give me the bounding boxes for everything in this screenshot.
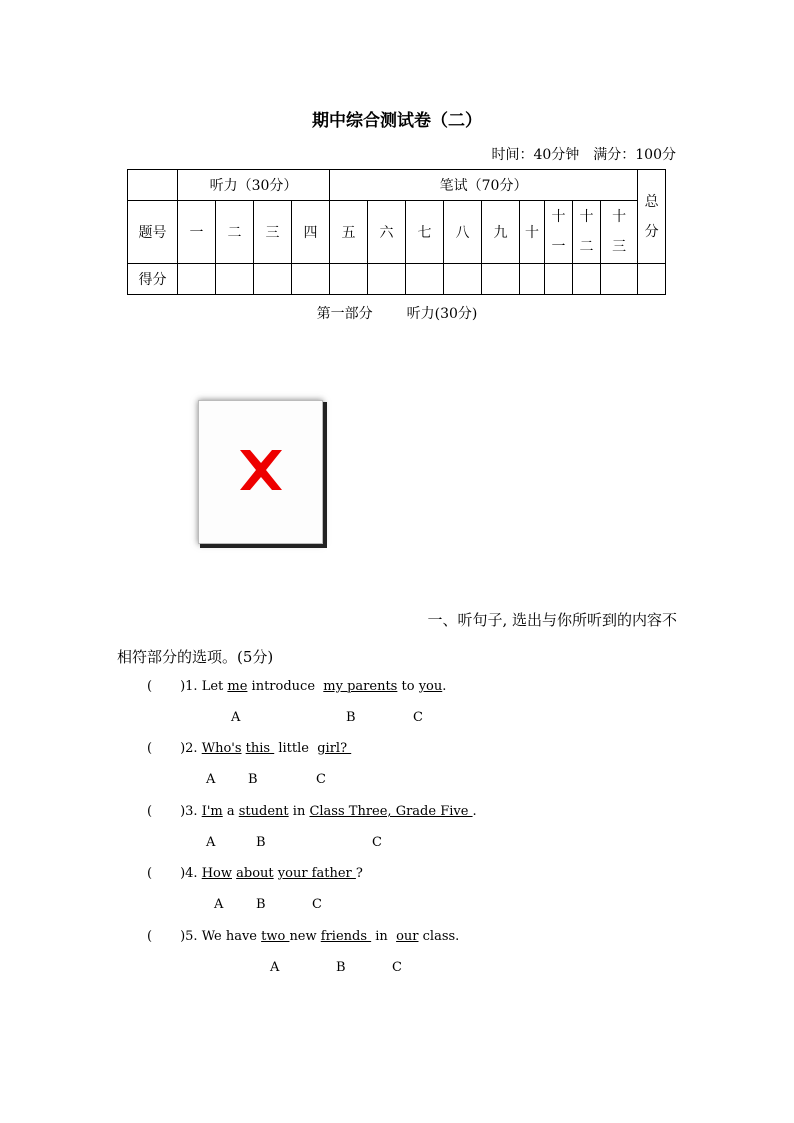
underlined-segment: this <box>245 741 275 756</box>
underlined-segment: our <box>396 929 419 944</box>
question-number-stacked <box>601 201 638 264</box>
option-label: A <box>270 960 280 975</box>
sentence-text: class. <box>418 929 460 944</box>
score-table <box>127 169 666 295</box>
option-label: C <box>316 772 326 787</box>
question-item <box>147 929 459 944</box>
option-label: B <box>346 710 356 725</box>
option-label: A <box>206 772 216 787</box>
question-number: 十 <box>520 201 545 264</box>
answer-paren-open[interactable]: ( <box>147 679 153 694</box>
option-label: C <box>413 710 423 725</box>
underlined-segment: your father <box>277 866 356 881</box>
score-cell[interactable] <box>638 264 666 295</box>
score-cell[interactable] <box>292 264 330 295</box>
score-cell[interactable] <box>545 264 573 295</box>
underlined-segment: two <box>261 929 290 944</box>
underlined-segment: Who's <box>201 741 242 756</box>
sentence-text: in <box>288 804 310 819</box>
option-label: A <box>231 710 241 725</box>
option-label: C <box>312 897 322 912</box>
row-label-score: 得分 <box>128 264 178 295</box>
exam-info: 时间：40分钟 满分：100分 <box>491 147 676 163</box>
score-cell[interactable] <box>216 264 254 295</box>
stack-top: 十 <box>612 209 627 225</box>
underlined-segment: student <box>238 804 289 819</box>
underlined-segment: friends <box>320 929 372 944</box>
question-number: )2. <box>180 741 198 756</box>
option-label: B <box>336 960 346 975</box>
question-item <box>147 804 477 819</box>
question-number: )5. <box>180 929 198 944</box>
stack-top: 十 <box>551 209 566 225</box>
sentence-text: new <box>289 929 321 944</box>
score-cell[interactable] <box>444 264 482 295</box>
total-header-top: 总 <box>644 193 659 210</box>
sentence-text: in <box>371 929 397 944</box>
total-header-bottom: 分 <box>644 223 659 240</box>
question-item <box>147 679 446 694</box>
broken-image-icon <box>234 446 288 494</box>
row-label-number: 题号 <box>128 201 178 264</box>
question-number: )3. <box>180 804 198 819</box>
score-cell[interactable] <box>601 264 638 295</box>
option-label: A <box>206 835 216 850</box>
score-cell[interactable] <box>573 264 601 295</box>
question-number: 二 <box>216 201 254 264</box>
underlined-segment: about <box>236 866 274 881</box>
stack-top: 十 <box>579 209 594 225</box>
sentence-text: to <box>397 679 419 694</box>
question-number: )4. <box>180 866 198 881</box>
question-number: 六 <box>368 201 406 264</box>
question-number: 四 <box>292 201 330 264</box>
answer-paren-open[interactable]: ( <box>147 929 153 944</box>
sentence-text: . <box>442 679 447 694</box>
score-cell[interactable] <box>482 264 520 295</box>
stack-bottom: 三 <box>612 239 627 255</box>
stack-bottom: 二 <box>579 239 594 255</box>
underlined-segment: my parents <box>323 679 398 694</box>
question-number: 一 <box>178 201 216 264</box>
option-label: B <box>256 835 266 850</box>
score-cell[interactable] <box>406 264 444 295</box>
question-number: 九 <box>482 201 520 264</box>
question-number: )1. <box>180 679 198 694</box>
page-title: 期中综合测试卷（二） <box>312 111 482 131</box>
score-cell[interactable] <box>520 264 545 295</box>
part-name: 听力(30分) <box>406 306 478 322</box>
score-cell[interactable] <box>254 264 292 295</box>
question-number-stacked <box>573 201 601 264</box>
score-cell[interactable] <box>178 264 216 295</box>
part-label: 第一部分 <box>316 306 373 322</box>
sentence-text: Let <box>201 679 228 694</box>
sentence-text: ? <box>355 866 363 881</box>
sentence-text: introduce <box>247 679 324 694</box>
underlined-segment: girl? <box>317 741 352 756</box>
underlined-segment: Class Three, Grade Five <box>309 804 473 819</box>
option-label: B <box>256 897 266 912</box>
underlined-segment: I'm <box>201 804 223 819</box>
question-number-stacked <box>545 201 573 264</box>
underlined-segment: you <box>418 679 443 694</box>
broken-image-placeholder <box>198 400 323 544</box>
stack-bottom: 一 <box>551 239 566 255</box>
question-number: 三 <box>254 201 292 264</box>
option-label: C <box>372 835 382 850</box>
section-instruction-line2: 相符部分的选项。(5分) <box>117 648 274 666</box>
sentence-text: a <box>222 804 239 819</box>
writing-header: 笔试（70分） <box>330 170 638 201</box>
sentence-text: . <box>472 804 477 819</box>
listening-header: 听力（30分） <box>178 170 330 201</box>
option-label: A <box>214 897 224 912</box>
section-instruction-line1: 一、听句子, 选出与你所听到的内容不 <box>427 611 677 629</box>
answer-paren-open[interactable]: ( <box>147 866 153 881</box>
total-header <box>638 170 666 264</box>
underlined-segment: me <box>227 679 248 694</box>
answer-paren-open[interactable]: ( <box>147 741 153 756</box>
score-cell[interactable] <box>330 264 368 295</box>
question-item <box>147 741 351 756</box>
question-item <box>147 866 363 881</box>
question-number: 八 <box>444 201 482 264</box>
answer-paren-open[interactable]: ( <box>147 804 153 819</box>
sentence-text: little <box>274 741 318 756</box>
question-number: 七 <box>406 201 444 264</box>
option-label: B <box>248 772 258 787</box>
sentence-text: We have <box>201 929 262 944</box>
option-label: C <box>392 960 402 975</box>
table-corner-cell <box>128 170 178 201</box>
question-number: 五 <box>330 201 368 264</box>
part-title <box>0 303 794 323</box>
underlined-segment: How <box>201 866 232 881</box>
score-cell[interactable] <box>368 264 406 295</box>
